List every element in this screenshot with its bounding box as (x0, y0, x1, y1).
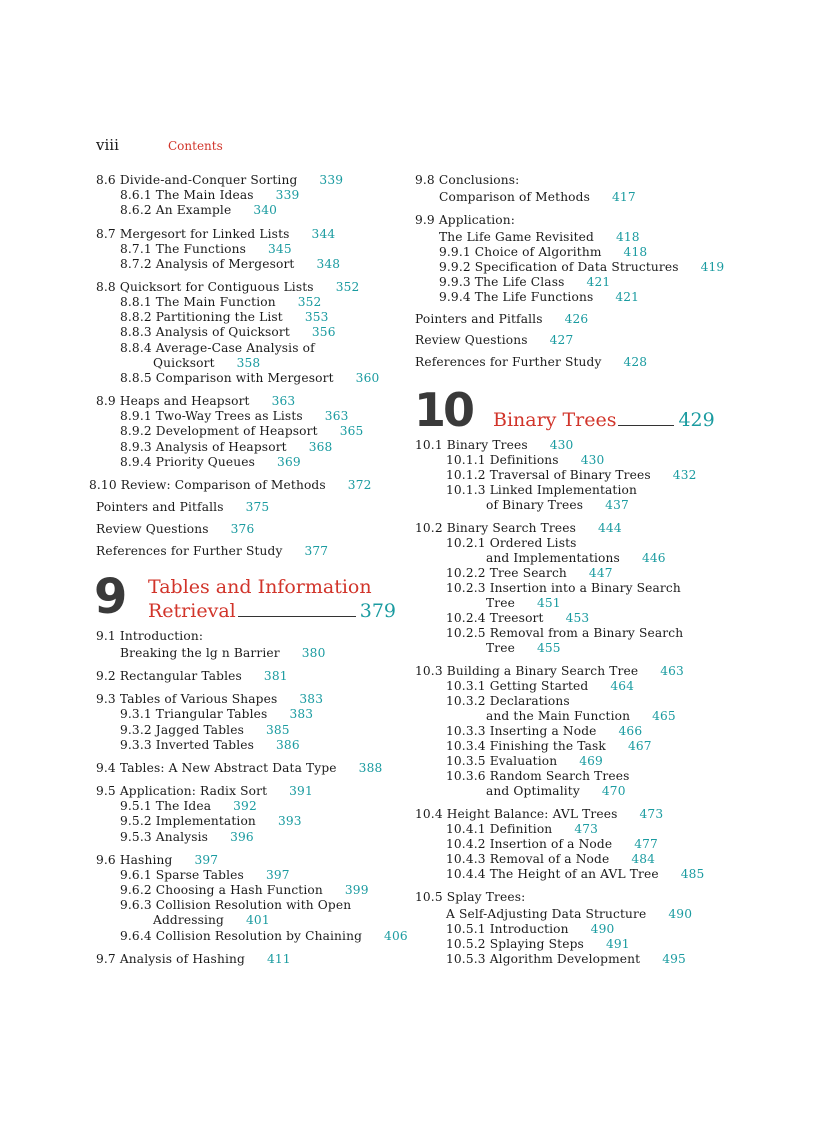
toc-entry[interactable]: 9.6.1 Sparse Tables 397 (120, 868, 290, 882)
toc-entry[interactable]: 9.9.4 The Life Functions 421 (439, 290, 640, 304)
toc-entry[interactable]: 10.2.1 Ordered Lists (446, 536, 577, 550)
toc-entry[interactable]: 8.10 Review: Comparison of Methods 372 (89, 478, 372, 492)
toc-entry[interactable]: 9.5.3 Analysis 396 (120, 830, 254, 844)
toc-entry[interactable]: 8.8.3 Analysis of Quicksort 356 (120, 325, 336, 339)
toc-entry[interactable]: 10.1.2 Traversal of Binary Trees 432 (446, 468, 697, 482)
chapter-page: 429 (678, 409, 715, 431)
toc-entry[interactable]: 10.3.1 Getting Started 464 (446, 679, 635, 693)
leader-rule (238, 615, 356, 617)
toc-entry[interactable]: Pointers and Pitfalls 375 (96, 500, 270, 514)
toc-entry[interactable]: 9.6 Hashing 397 (96, 853, 219, 867)
toc-entry[interactable]: Breaking the lg n Barrier 380 (120, 646, 326, 660)
toc-entry[interactable]: 8.8.1 The Main Function 352 (120, 295, 322, 309)
toc-entry[interactable]: 8.7.1 The Functions 345 (120, 242, 292, 256)
toc-entry[interactable]: 8.7 Mergesort for Linked Lists 344 (96, 227, 336, 241)
toc-entry[interactable]: 9.6.3 Collision Resolution with Open (120, 898, 352, 912)
toc-entry[interactable]: 9.5.1 The Idea 392 (120, 799, 257, 813)
chapter-title: Binary Trees (493, 409, 617, 431)
toc-entry[interactable]: 10.4.2 Insertion of a Node 477 (446, 837, 658, 851)
toc-entry[interactable]: 10.2.4 Treesort 453 (446, 611, 590, 625)
toc-entry[interactable]: 10.3.2 Declarations (446, 694, 570, 708)
toc-entry[interactable]: Comparison of Methods 417 (439, 190, 636, 204)
toc-entry[interactable]: 10.2.3 Insertion into a Binary Search (446, 581, 681, 595)
toc-entry[interactable]: and Implementations 446 (486, 551, 666, 565)
toc-entry[interactable]: 9.3.2 Jagged Tables 385 (120, 723, 290, 737)
toc-entry[interactable]: 8.9.4 Priority Queues 369 (120, 455, 301, 469)
toc-entry[interactable]: 10.1 Binary Trees 430 (415, 438, 574, 452)
toc-entry[interactable]: 9.5.2 Implementation 393 (120, 814, 302, 828)
toc-entry[interactable]: 8.8.2 Partitioning the List 353 (120, 310, 329, 324)
toc-entry[interactable]: 9.8 Conclusions: (415, 173, 520, 187)
toc-entry[interactable]: 9.6.4 Collision Resolution by Chaining 406 (120, 929, 408, 943)
toc-entry[interactable]: 8.8 Quicksort for Contiguous Lists 352 (96, 280, 360, 294)
toc-entry[interactable]: A Self-Adjusting Data Structure 490 (446, 907, 693, 921)
toc-entry[interactable]: 10.3.4 Finishing the Task 467 (446, 739, 652, 753)
chapter-title-line-2: Retrieval (148, 600, 236, 622)
toc-entry[interactable]: Review Questions 376 (96, 522, 255, 536)
toc-entry[interactable]: 10.3.5 Evaluation 469 (446, 754, 603, 768)
toc-entry[interactable]: 10.3.6 Random Search Trees (446, 769, 630, 783)
toc-entry[interactable]: 9.1 Introduction: (96, 629, 204, 643)
toc-entry[interactable]: 10.4.3 Removal of a Node 484 (446, 852, 656, 866)
toc-entry[interactable]: References for Further Study 428 (415, 355, 648, 369)
toc-entry[interactable]: Pointers and Pitfalls 426 (415, 312, 589, 326)
toc-entry[interactable]: 10.2.2 Tree Search 447 (446, 566, 613, 580)
toc-entry[interactable]: 8.8.5 Comparison with Mergesort 360 (120, 371, 380, 385)
toc-entry[interactable]: 10.4 Height Balance: AVL Trees 473 (415, 807, 664, 821)
toc-entry[interactable]: Tree 451 (486, 596, 561, 610)
chapter-page: 379 (359, 600, 396, 622)
chapter-number: 9 (94, 569, 125, 625)
toc-entry[interactable]: and the Main Function 465 (486, 709, 676, 723)
page-number: viii (96, 136, 119, 154)
toc-entry[interactable]: 8.9.3 Analysis of Heapsort 368 (120, 440, 333, 454)
toc-entry[interactable]: 10.4.4 The Height of an AVL Tree 485 (446, 867, 705, 881)
leader-rule (618, 424, 674, 426)
chapter-title-line-1: Tables and Information (148, 576, 372, 598)
toc-entry[interactable]: 8.9 Heaps and Heapsort 363 (96, 394, 296, 408)
toc-entry[interactable]: 10.1.3 Linked Implementation (446, 483, 637, 497)
toc-entry[interactable]: 10.2.5 Removal from a Binary Search (446, 626, 684, 640)
chapter-title-row (493, 409, 715, 431)
running-title: Contents (168, 139, 223, 153)
toc-entry[interactable]: 8.9.1 Two-Way Trees as Lists 363 (120, 409, 349, 423)
toc-entry[interactable]: 8.8.4 Average-Case Analysis of (120, 341, 315, 355)
chapter-number: 10 (414, 383, 473, 437)
toc-entry[interactable]: 9.3.1 Triangular Tables 383 (120, 707, 314, 721)
toc-entry[interactable]: 10.3.3 Inserting a Node 466 (446, 724, 643, 738)
toc-entry[interactable]: 9.9 Application: (415, 213, 516, 227)
toc-entry[interactable]: 8.6 Divide-and-Conquer Sorting 339 (96, 173, 344, 187)
toc-entry[interactable]: 10.2 Binary Search Trees 444 (415, 521, 622, 535)
toc-entry[interactable]: 10.5.3 Algorithm Development 495 (446, 952, 686, 966)
toc-entry[interactable]: Addressing 401 (153, 913, 270, 927)
toc-entry[interactable]: Quicksort 358 (153, 356, 261, 370)
toc-entry[interactable]: 9.7 Analysis of Hashing 411 (96, 952, 291, 966)
toc-entry[interactable]: of Binary Trees 437 (486, 498, 629, 512)
toc-entry[interactable]: 9.9.3 The Life Class 421 (439, 275, 611, 289)
toc-entry[interactable]: 9.3 Tables of Various Shapes 383 (96, 692, 324, 706)
toc-entry[interactable]: 9.9.1 Choice of Algorithm 418 (439, 245, 648, 259)
toc-entry[interactable]: and Optimality 470 (486, 784, 626, 798)
toc-entry[interactable]: 9.9.2 Specification of Data Structures 419 (439, 260, 725, 274)
toc-entry[interactable]: 9.3.3 Inverted Tables 386 (120, 738, 300, 752)
toc-entry[interactable]: 10.1.1 Definitions 430 (446, 453, 605, 467)
toc-entry[interactable]: 10.5 Splay Trees: (415, 890, 526, 904)
toc-entry[interactable]: 9.2 Rectangular Tables 381 (96, 669, 288, 683)
chapter-title-line-2-row (148, 600, 396, 622)
toc-entry[interactable]: 10.5.2 Splaying Steps 491 (446, 937, 630, 951)
toc-entry[interactable]: 9.5 Application: Radix Sort 391 (96, 784, 313, 798)
toc-entry[interactable]: 10.4.1 Definition 473 (446, 822, 599, 836)
toc-entry[interactable]: 9.4 Tables: A New Abstract Data Type 388 (96, 761, 383, 775)
toc-entry[interactable]: 8.9.2 Development of Heapsort 365 (120, 424, 364, 438)
toc-entry[interactable]: 10.5.1 Introduction 490 (446, 922, 615, 936)
toc-entry[interactable]: 10.3 Building a Binary Search Tree 463 (415, 664, 684, 678)
toc-entry[interactable]: 8.6.1 The Main Ideas 339 (120, 188, 300, 202)
toc-entry[interactable]: 8.6.2 An Example 340 (120, 203, 278, 217)
toc-entry[interactable]: The Life Game Revisited 418 (439, 230, 640, 244)
toc-entry[interactable]: References for Further Study 377 (96, 544, 329, 558)
toc-entry[interactable]: Review Questions 427 (415, 333, 574, 347)
toc-entry[interactable]: 8.7.2 Analysis of Mergesort 348 (120, 257, 341, 271)
toc-entry[interactable]: 9.6.2 Choosing a Hash Function 399 (120, 883, 369, 897)
toc-entry[interactable]: Tree 455 (486, 641, 561, 655)
